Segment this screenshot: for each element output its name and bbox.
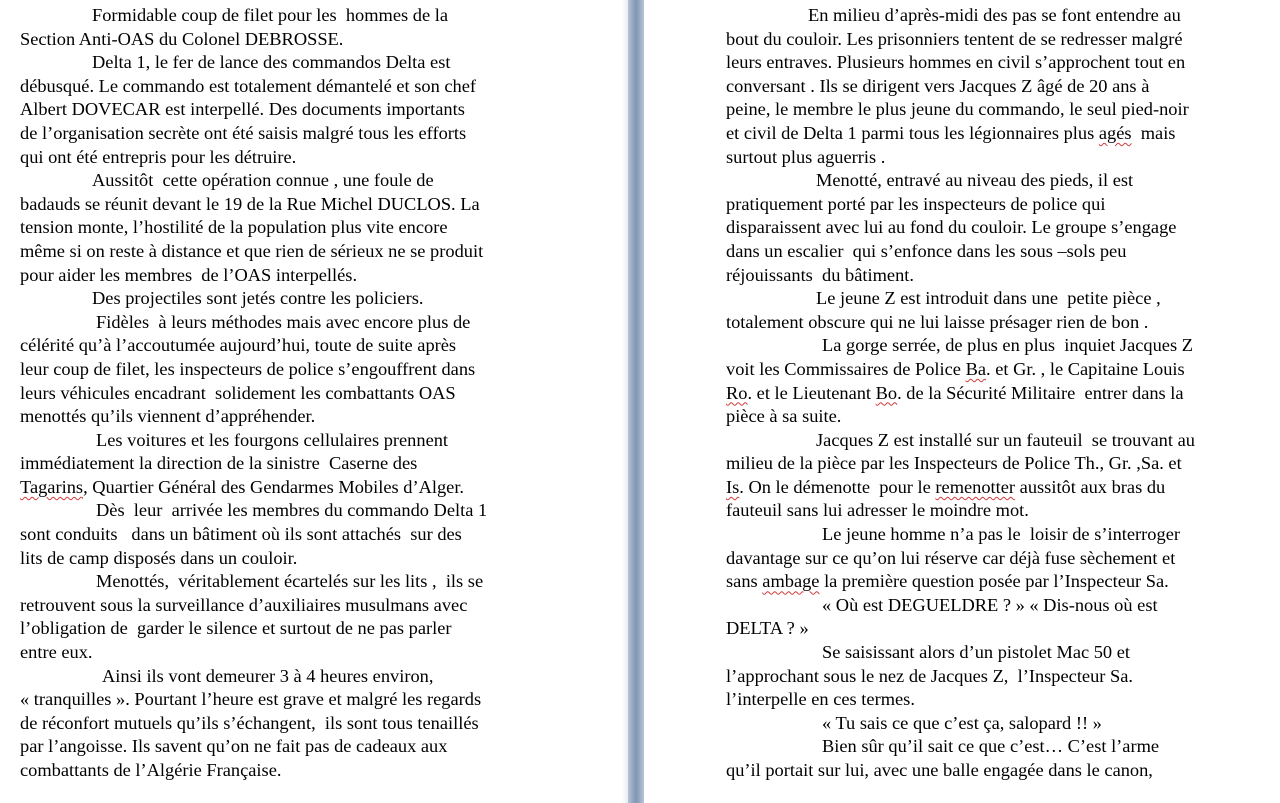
text-segment: DELTA ? » [726, 618, 809, 639]
text-line [20, 382, 624, 406]
text-segment: par l’angoisse. Ils savent qu’on ne fait pas de cadeaux aux [20, 736, 448, 757]
text-segment: badauds se réunit devant le 19 de la Rue Michel DUCLOS. La [20, 193, 480, 214]
text-segment: Le jeune homme n’a pas le loisir de s’interroger [822, 524, 1180, 545]
right-page [644, 0, 1280, 803]
text-segment: Menotté, entravé au niveau des pieds, il est [816, 170, 1134, 191]
text-segment: Les voitures et les fourgons cellulaires prennent [96, 429, 449, 450]
text-line [20, 735, 624, 759]
text-line [20, 146, 624, 170]
text-line [726, 499, 1278, 523]
text-line [20, 499, 624, 523]
text-segment: Albert DOVECAR est interpellé. Des documents importants [20, 99, 465, 120]
text-segment: fauteuil sans lui adresser le moindre mot. [726, 500, 1029, 521]
text-line [20, 712, 624, 736]
text-segment: lits de camp disposés dans un couloir. [20, 547, 298, 568]
text-line [726, 240, 1278, 264]
spellcheck-flagged-word: Tagarins [20, 476, 84, 497]
text-segment: pour aider les membres de l’OAS interpellés. [20, 264, 358, 285]
text-line [726, 358, 1278, 382]
text-segment: de réconfort mutuels qu’ils s’échangent, ils sont tous tenaillés [20, 712, 479, 733]
text-line [20, 287, 624, 311]
text-line [726, 169, 1278, 193]
text-segment: Delta 1, le fer de lance des commandos Delta est [92, 52, 451, 73]
text-line [20, 547, 624, 571]
text-line [20, 594, 624, 618]
text-segment: leur coup de filet, les inspecteurs de police s’engouffrent dans [20, 358, 476, 379]
text-segment: menottés qu’ils viennent d’appréhender. [20, 406, 316, 427]
text-segment: de l’organisation secrète ont été saisis malgré tous les efforts [20, 122, 467, 143]
text-segment: disparaissent avec lui au fond du couloir. Le groupe s’engage [726, 217, 1177, 238]
text-segment: Bien sûr qu’il sait ce que c’est… C’est l’arme [822, 736, 1160, 757]
text-segment: En milieu d’après-midi des pas se font entendre au [808, 5, 1181, 25]
text-line [726, 122, 1278, 146]
text-segment: milieu de la pièce par les Inspecteurs de Police Th., Gr. ,Sa. et [726, 453, 1182, 474]
text-line [20, 665, 624, 689]
text-segment: bout du couloir. Les prisonniers tentent de se redresser malgré [726, 28, 1183, 49]
text-line [20, 429, 624, 453]
text-line [20, 28, 624, 52]
page-gutter [628, 0, 644, 803]
text-segment: conversant . Ils se dirigent vers Jacques Z âgé de 20 ans à [726, 75, 1150, 96]
text-line [726, 193, 1278, 217]
text-line [726, 735, 1278, 759]
text-line [20, 75, 624, 99]
text-line [726, 476, 1278, 500]
text-line [20, 216, 624, 240]
text-line [726, 287, 1278, 311]
text-line [20, 617, 624, 641]
text-segment: immédiatement la direction de la sinistre Caserne des [20, 453, 418, 474]
text-line [20, 264, 624, 288]
text-segment: pratiquement porté par les inspecteurs de police qui [726, 193, 1106, 214]
text-segment: retrouvent sous la surveillance d’auxiliaires musulmans avec [20, 594, 468, 615]
text-line [726, 334, 1278, 358]
text-line [726, 523, 1278, 547]
text-line [20, 4, 624, 28]
text-line [726, 98, 1278, 122]
text-segment: leurs véhicules encadrant solidement les combattants OAS [20, 382, 456, 403]
text-segment: célérité qu’à l’accoutumée aujourd’hui, toute de suite après [20, 335, 457, 356]
text-segment: mais [1131, 122, 1176, 143]
text-line [20, 476, 624, 500]
text-line [20, 523, 624, 547]
text-segment: réjouissants du bâtiment. [726, 264, 914, 285]
text-line [726, 594, 1278, 618]
text-segment: surtout plus aguerris . [726, 146, 886, 167]
text-line [726, 547, 1278, 571]
text-line [726, 641, 1278, 665]
text-segment: débusqué. Le commando est totalement démantelé et son chef [20, 75, 477, 96]
text-segment: La gorge serrée, de plus en plus inquiet Jacques Z [822, 335, 1193, 356]
text-segment: tension monte, l’hostilité de la population plus vite encore [20, 217, 448, 238]
text-segment: la première question posée par l’Inspecteur Sa. [819, 571, 1169, 592]
text-segment: voit les Commissaires de Police [726, 358, 966, 379]
text-segment: qui ont été entrepris pour les détruire. [20, 146, 297, 167]
left-page [0, 0, 628, 803]
text-line [20, 169, 624, 193]
text-segment: . et le Lieutenant [747, 382, 876, 403]
text-segment: Aussitôt cette opération connue , une foule de [92, 170, 434, 191]
text-line [20, 688, 624, 712]
text-segment: l’approchant sous le nez de Jacques Z, l’Inspecteur Sa. [726, 665, 1134, 686]
text-segment: . et Gr. , le Capitaine Louis [986, 358, 1185, 379]
text-segment: . de la Sécurité Militaire entrer dans la [897, 382, 1184, 403]
text-segment: « tranquilles ». Pourtant l’heure est grave et malgré les regards [20, 689, 482, 710]
text-line [20, 240, 624, 264]
text-line [20, 122, 624, 146]
text-segment: combattants de l’Algérie Française. [20, 760, 282, 780]
text-segment: sans [726, 571, 763, 592]
spellcheck-flagged-word: ambage [762, 571, 820, 592]
text-segment: aussitôt aux bras du [1015, 476, 1166, 497]
text-line [20, 452, 624, 476]
text-line [726, 712, 1278, 736]
text-line [726, 665, 1278, 689]
text-line [20, 334, 624, 358]
text-line [20, 51, 624, 75]
spellcheck-flagged-word: Bo [875, 382, 898, 403]
text-segment: , Quartier Général des Gendarmes Mobiles d’Alger. [83, 476, 465, 497]
text-segment: dans un escalier qui s’enfonce dans les sous –sols peu [726, 240, 1127, 261]
text-segment: leurs entraves. Plusieurs hommes en civil s’approchent tout en [726, 52, 1186, 73]
text-segment: totalement obscure qui ne lui laisse présager rien de bon . [726, 311, 1149, 332]
text-line [726, 28, 1278, 52]
text-line [726, 382, 1278, 406]
text-line [20, 570, 624, 594]
text-segment: l’interpelle en ces termes. [726, 689, 915, 710]
text-line [20, 98, 624, 122]
text-segment: peine, le membre le plus jeune du commando, le seul pied-noir [726, 99, 1189, 120]
text-line [726, 405, 1278, 429]
spellcheck-flagged-word: Ba [965, 358, 987, 379]
text-line [726, 759, 1278, 783]
text-segment: Des projectiles sont jetés contre les policiers. [92, 288, 424, 309]
text-segment: l’obligation de garder le silence et surtout de ne pas parler [20, 618, 452, 639]
text-segment: sont conduits dans un bâtiment où ils sont attachés sur des [20, 524, 462, 545]
text-line [20, 759, 624, 783]
text-line [20, 193, 624, 217]
spellcheck-flagged-word: Ro [726, 382, 748, 403]
text-segment: Ainsi ils vont demeurer 3 à 4 heures environ, [102, 665, 434, 686]
text-segment: Formidable coup de filet pour les hommes de la [92, 5, 448, 25]
text-segment: Section Anti-OAS du Colonel DEBROSSE. [20, 28, 344, 49]
text-segment: Dès leur arrivée les membres du commando Delta 1 [96, 500, 488, 521]
text-segment: « Où est DEGUELDRE ? » « Dis-nous où est [822, 594, 1158, 615]
text-segment: davantage sur ce qu’on lui réserve car déjà fuse sèchement et [726, 547, 1176, 568]
text-line [726, 429, 1278, 453]
text-line [20, 405, 624, 429]
text-line [726, 688, 1278, 712]
spellcheck-flagged-word: remenotter [935, 476, 1016, 497]
text-line [726, 51, 1278, 75]
text-segment: « Tu sais ce que c’est ça, salopard !! » [822, 712, 1102, 733]
text-segment: . On le démenotte pour le [739, 476, 936, 497]
spellcheck-flagged-word: agés [1098, 122, 1132, 143]
text-segment: entre eux. [20, 642, 93, 663]
text-line [20, 311, 624, 335]
text-line [726, 570, 1278, 594]
text-line [20, 641, 624, 665]
text-line [726, 146, 1278, 170]
text-line [726, 4, 1278, 28]
text-segment: qu’il portait sur lui, avec une balle engagée dans le canon, [726, 760, 1153, 780]
text-segment: Menottés, véritablement écartelés sur les lits , ils se [96, 571, 484, 592]
spellcheck-flagged-word: Is [726, 476, 740, 497]
text-segment: Se saisissant alors d’un pistolet Mac 50 et [822, 642, 1130, 663]
text-segment: même si on reste à distance et que rien de sérieux ne se produit [20, 240, 484, 261]
text-segment: Le jeune Z est introduit dans une petite pièce , [816, 288, 1161, 309]
text-line [726, 75, 1278, 99]
left-page-text [20, 4, 624, 783]
text-line [726, 617, 1278, 641]
text-line [726, 264, 1278, 288]
text-segment: Fidèles à leurs méthodes mais avec encore plus de [96, 311, 471, 332]
text-line [726, 311, 1278, 335]
right-page-text [726, 4, 1278, 783]
text-segment: Jacques Z est installé sur un fauteuil se trouvant au [816, 429, 1195, 450]
text-line [20, 358, 624, 382]
text-segment: pièce à sa suite. [726, 406, 842, 427]
text-line [726, 452, 1278, 476]
text-segment: et civil de Delta 1 parmi tous les légionnaires plus [726, 122, 1099, 143]
text-line [726, 216, 1278, 240]
